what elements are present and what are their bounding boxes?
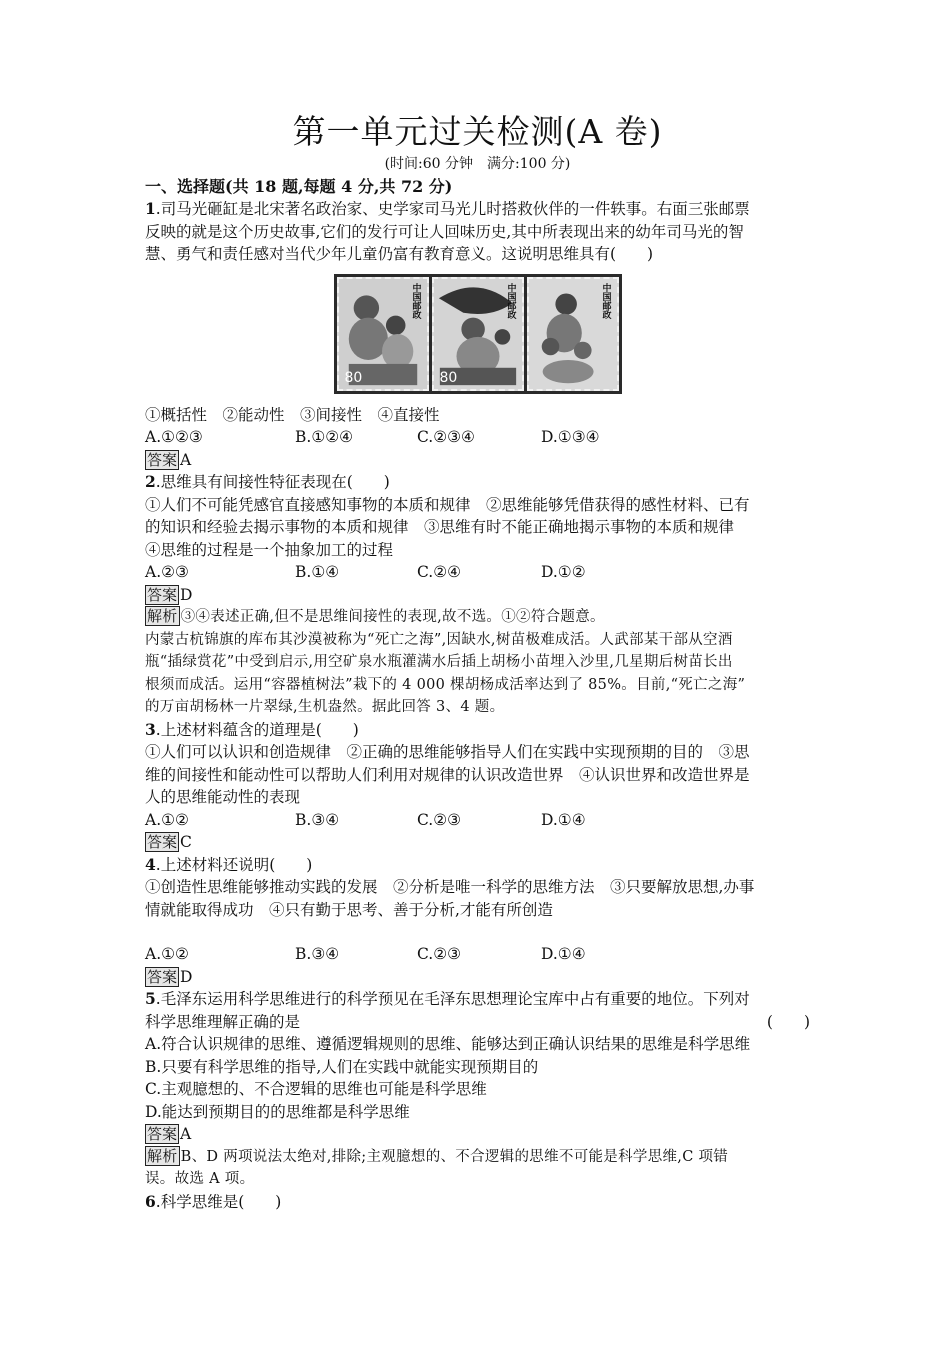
question-item-line: 维的间接性和能动性可以帮助人们利用对规律的认识改造世界 ④认识世界和改造世界是 [145, 765, 750, 784]
option-a: A.①②③ [145, 428, 203, 446]
analysis-text: B、D 两项说法太绝对,排除;主观臆想的、不合逻辑的思维不可能是科学思维,C 项错 [180, 1148, 729, 1165]
option-b: B.①④ [295, 563, 340, 581]
question-1 [145, 198, 810, 471]
answer-tag: 答案 [147, 585, 178, 604]
answer-line [145, 966, 810, 989]
answer-value: D [180, 967, 193, 986]
choice-c: C.主观臆想的、不合逻辑的思维也可能是科学思维 [145, 1080, 487, 1098]
option-row [145, 426, 810, 449]
material-line: 的万亩胡杨林一片翠绿,生机盎然。据此回答 3、4 题。 [145, 699, 505, 715]
question-5 [145, 988, 810, 1191]
option-c: C.②③ [417, 810, 462, 829]
question-number: 2 [145, 472, 156, 491]
question-stem: .上述材料蕴含的道理是( ) [155, 720, 359, 739]
blank-gap [145, 921, 810, 943]
choice-a: A.符合认识规律的思维、遵循逻辑规则的思维、能够达到正确认识结果的思维是科学思维 [145, 1035, 751, 1053]
question-item-line: ①人们不可能凭感官直接感知事物的本质和规律 ②思维能够凭借获得的感性材料、已有 [145, 495, 750, 514]
document-page [145, 110, 810, 1213]
option-row [145, 809, 810, 832]
stamp-value: 80 [344, 369, 363, 386]
stamp-image [145, 274, 810, 394]
question-item-line: 情就能取得成功 ④只有勤于思考、善于分析,才能有所创造 [145, 900, 553, 919]
page-subtitle: (时间:60 分钟 满分:100 分) [384, 156, 571, 172]
option-b: B.①②④ [295, 428, 354, 446]
option-a: A.①② [145, 945, 189, 963]
answer-tag: 答案 [147, 450, 178, 469]
option-c: C.②④ [417, 563, 462, 581]
analysis-line: 误。故选 A 项。 [145, 1171, 255, 1187]
question-item-line: 的知识和经验去揭示事物的本质和规律 ③思维有时不能正确地揭示事物的本质和规律 [145, 518, 735, 536]
option-a: A.②③ [145, 563, 189, 581]
material-line: 内蒙古杭锦旗的库布其沙漠被称为“死亡之海”,因缺水,树苗极难成活。人武部某干部从空酒 [145, 631, 733, 648]
analysis-tag: 解析 [147, 607, 178, 625]
option-d: D.①③④ [541, 428, 600, 446]
question-number: 4 [145, 854, 156, 874]
option-b: B.③④ [295, 945, 340, 963]
option-d: D.①④ [541, 945, 586, 963]
option-row [145, 561, 810, 584]
question-number: 5 [145, 989, 156, 1008]
option-d: D.①② [541, 563, 586, 581]
reading-material [145, 629, 810, 719]
question-number: 3 [145, 719, 156, 739]
material-line: 根须而成活。运用“容器植树法”栽下的 4 000 棵胡杨成活率达到了 85%。目前,“死亡之海” [145, 676, 746, 693]
question-2 [145, 471, 810, 629]
answer-line [145, 831, 810, 854]
answer-tag: 答案 [147, 833, 178, 851]
stamp-1 [337, 277, 429, 391]
answer-value: C [180, 833, 192, 851]
answer-tag: 答案 [147, 1125, 178, 1143]
section-heading: 一、选择题(共 18 题,每题 4 分,共 72 分) [145, 177, 453, 196]
question-number: 6 [145, 1191, 156, 1211]
analysis-line [145, 1146, 810, 1169]
option-row [145, 943, 810, 966]
question-stem: .科学思维是( ) [155, 1192, 282, 1211]
question-stem: .上述材料还说明( ) [155, 855, 313, 874]
question-6 [145, 1191, 810, 1214]
question-stem-line: .司马光砸缸是北宋著名政治家、史学家司马光儿时搭救伙伴的一件轶事。右面三张邮票 [155, 200, 750, 218]
stamp-label: 中国邮政 [600, 282, 611, 319]
question-4 [145, 854, 810, 989]
stamp-label: 中国邮政 [505, 282, 516, 319]
stamp-value: 80 [439, 369, 458, 386]
choice-d: D.能达到预期目的的思维都是科学思维 [145, 1102, 410, 1121]
analysis-text: ③④表述正确,但不是思维间接性的表现,故不选。①②符合题意。 [180, 609, 605, 625]
question-item-line: 人的思维能动性的表现 [145, 788, 301, 806]
question-stem-line: 科学思维理解正确的是 [145, 1012, 301, 1031]
question-3 [145, 719, 810, 854]
answer-line [145, 584, 810, 607]
option-c: C.②③④ [417, 428, 475, 446]
choice-b: B.只要有科学思维的指导,人们在实践中就能实现预期目的 [145, 1057, 539, 1076]
question-number: 1 [145, 199, 156, 218]
question-stem: .思维具有间接性特征表现在( ) [155, 473, 390, 491]
question-stem-line: .毛泽东运用科学思维进行的科学预见在毛泽东思想理论宝库中占有重要的地位。下列对 [155, 990, 750, 1008]
analysis-tag: 解析 [147, 1146, 178, 1165]
option-c: C.②③ [417, 945, 462, 963]
answer-tag: 答案 [147, 967, 178, 986]
option-d: D.①④ [541, 810, 586, 829]
option-a: A.①② [145, 810, 189, 829]
question-stem-line: 反映的就是这个历史故事,它们的发行可让人回味历史,其中所表现出来的幼年司马光的智 [145, 222, 744, 241]
stamp-label: 中国邮政 [410, 282, 421, 319]
stamp-strip [334, 274, 622, 394]
analysis-line [145, 606, 810, 629]
question-item-line: ①人们可以认识和创造规律 ②正确的思维能够指导人们在实践中实现预期的目的 ③思 [145, 743, 750, 761]
answer-value: D [180, 585, 193, 604]
question-item-line: ④思维的过程是一个抽象加工的过程 [145, 540, 394, 559]
answer-paren: ( ) [766, 1012, 810, 1031]
answer-line [145, 449, 810, 472]
answer-value: A [180, 1125, 192, 1143]
question-item-line: ①创造性思维能够推动实践的发展 ②分析是唯一科学的思维方法 ③只要解放思想,办事 [145, 878, 755, 896]
option-b: B.③④ [295, 810, 340, 829]
stamp-2 [432, 277, 524, 391]
question-items: ①概括性 ②能动性 ③间接性 ④直接性 [145, 405, 440, 424]
question-stem-line: 慧、勇气和责任感对当代少年儿童仍富有教育意义。这说明思维具有( ) [145, 245, 654, 263]
page-title: 第一单元过关检测(A 卷) [292, 112, 663, 151]
material-line: 瓶“插绿赏花”中受到启示,用空矿泉水瓶灌满水后插上胡杨小苗埋入沙里,几星期后树苗长出 [145, 654, 733, 670]
stamp-3 [527, 277, 619, 391]
answer-value: A [180, 450, 192, 469]
answer-line [145, 1123, 810, 1146]
